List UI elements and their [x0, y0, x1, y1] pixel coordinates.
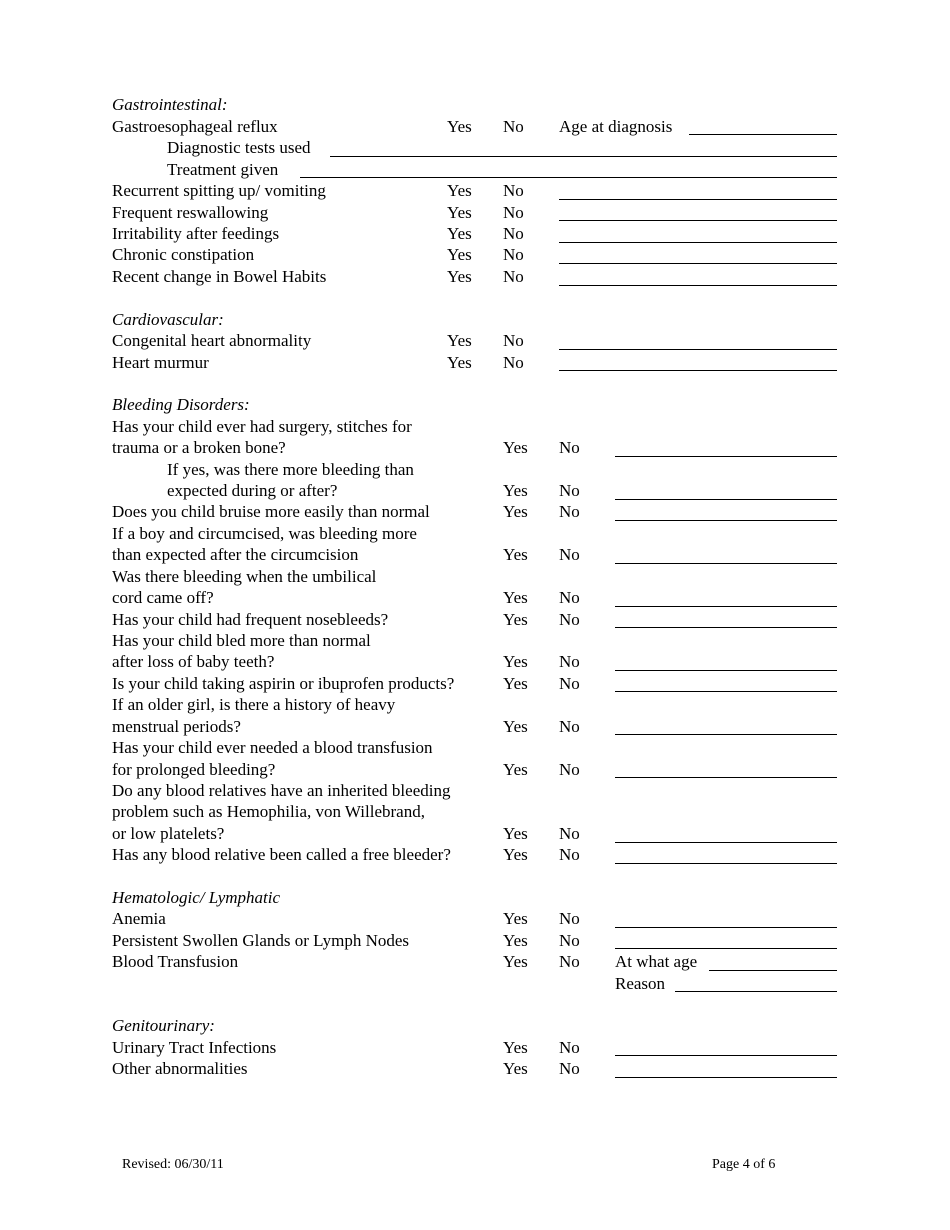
- gi-item-input-line[interactable]: [559, 199, 837, 200]
- gi-item-input-line[interactable]: [559, 242, 837, 243]
- hem-item-no-option[interactable]: No: [559, 931, 580, 950]
- bleeding-question-text: Was there bleeding when the umbilical: [112, 567, 377, 586]
- gi-item-yes-option[interactable]: Yes: [447, 267, 472, 286]
- bleeding-no-option[interactable]: No: [559, 610, 580, 629]
- gu-item-input-line[interactable]: [615, 1055, 837, 1056]
- hem-item-label: Persistent Swollen Glands or Lymph Nodes: [112, 931, 410, 950]
- bleeding-question-text: If an older girl, is there a history of heavy: [112, 695, 396, 714]
- gerd-yes-option[interactable]: Yes: [447, 117, 472, 136]
- bleeding-question-text: Does you child bruise more easily than normal: [112, 502, 430, 521]
- gu-item-label: Other abnormalities: [112, 1059, 248, 1078]
- bleeding-yes-option[interactable]: Yes: [503, 588, 528, 607]
- gi-item-no-option[interactable]: No: [503, 203, 524, 222]
- bleeding-question-text: after loss of baby teeth?: [112, 652, 275, 671]
- bleeding-question-text: Has your child ever had surgery, stitches for: [112, 417, 412, 436]
- gi-item-label: Irritability after feedings: [112, 224, 280, 243]
- section-heading-bleeding: Bleeding Disorders:: [112, 395, 250, 414]
- bleeding-input-line[interactable]: [615, 842, 837, 843]
- bleeding-question-text: or low platelets?: [112, 824, 225, 843]
- gi-item-input-line[interactable]: [559, 220, 837, 221]
- gi-item-label: Frequent reswallowing: [112, 203, 269, 222]
- gu-item-input-line[interactable]: [615, 1077, 837, 1078]
- hem-item-yes-option[interactable]: Yes: [503, 909, 528, 928]
- section-heading-gastrointestinal: Gastrointestinal:: [112, 95, 228, 114]
- bleeding-question-text: expected during or after?: [167, 481, 338, 500]
- bleeding-input-line[interactable]: [615, 670, 837, 671]
- cv-item-yes-option[interactable]: Yes: [447, 331, 472, 350]
- cv-item-yes-option[interactable]: Yes: [447, 353, 472, 372]
- gi-item-no-option[interactable]: No: [503, 267, 524, 286]
- gi-item-input-line[interactable]: [559, 285, 837, 286]
- bleeding-yes-option[interactable]: Yes: [503, 674, 528, 693]
- transfusion-age-input-line[interactable]: [709, 970, 837, 971]
- bleeding-input-line[interactable]: [615, 627, 837, 628]
- cv-item-input-line[interactable]: [559, 370, 837, 371]
- gi-item-no-option[interactable]: No: [503, 181, 524, 200]
- section-heading-genitourinary: Genitourinary:: [112, 1016, 215, 1035]
- transfusion-reason-label: Reason: [615, 974, 666, 993]
- bleeding-no-option[interactable]: No: [559, 545, 580, 564]
- gi-item-yes-option[interactable]: Yes: [447, 181, 472, 200]
- bleeding-question-text: for prolonged bleeding?: [112, 760, 276, 779]
- bleeding-no-option[interactable]: No: [559, 481, 580, 500]
- gi-item-yes-option[interactable]: Yes: [447, 224, 472, 243]
- cv-item-label: Heart murmur: [112, 353, 209, 372]
- bleeding-yes-option[interactable]: Yes: [503, 438, 528, 457]
- hem-item-no-option[interactable]: No: [559, 909, 580, 928]
- bleeding-question-text: Has your child had frequent nosebleeds?: [112, 610, 389, 629]
- gu-item-label: Urinary Tract Infections: [112, 1038, 277, 1057]
- bleeding-no-option[interactable]: No: [559, 845, 580, 864]
- gi-item-label: Chronic constipation: [112, 245, 255, 264]
- bleeding-yes-option[interactable]: Yes: [503, 824, 528, 843]
- bleeding-yes-option[interactable]: Yes: [503, 481, 528, 500]
- gu-item-yes-option[interactable]: Yes: [503, 1059, 528, 1078]
- bleeding-input-line[interactable]: [615, 499, 837, 500]
- treatment-label: Treatment given: [167, 160, 279, 179]
- bleeding-question-text: If a boy and circumcised, was bleeding more: [112, 524, 417, 543]
- bleeding-no-option[interactable]: No: [559, 717, 580, 736]
- diagnostic-tests-label: Diagnostic tests used: [167, 138, 311, 157]
- gerd-age-input-line[interactable]: [689, 134, 837, 135]
- bleeding-input-line[interactable]: [615, 606, 837, 607]
- gu-item-yes-option[interactable]: Yes: [503, 1038, 528, 1057]
- gi-item-yes-option[interactable]: Yes: [447, 245, 472, 264]
- bleeding-no-option[interactable]: No: [559, 674, 580, 693]
- hem-item-label: Blood Transfusion: [112, 952, 239, 971]
- section-heading-cardiovascular: Cardiovascular:: [112, 310, 224, 329]
- bleeding-input-line[interactable]: [615, 520, 837, 521]
- bleeding-input-line[interactable]: [615, 691, 837, 692]
- bleeding-no-option[interactable]: No: [559, 760, 580, 779]
- bleeding-question-text: Has any blood relative been called a free bleeder?: [112, 845, 451, 864]
- bleeding-yes-option[interactable]: Yes: [503, 717, 528, 736]
- cv-item-no-option[interactable]: No: [503, 353, 524, 372]
- hem-item-no-option[interactable]: No: [559, 952, 580, 971]
- gu-item-no-option[interactable]: No: [559, 1059, 580, 1078]
- transfusion-age-label: At what age: [615, 952, 698, 971]
- bleeding-question-text: Has your child ever needed a blood transfusion: [112, 738, 433, 757]
- bleeding-yes-option[interactable]: Yes: [503, 845, 528, 864]
- gi-item-no-option[interactable]: No: [503, 245, 524, 264]
- bleeding-input-line[interactable]: [615, 734, 837, 735]
- bleeding-yes-option[interactable]: Yes: [503, 610, 528, 629]
- bleeding-no-option[interactable]: No: [559, 588, 580, 607]
- bleeding-no-option[interactable]: No: [559, 438, 580, 457]
- transfusion-reason-input-line[interactable]: [675, 991, 837, 992]
- section-heading-hematologic: Hematologic/ Lymphatic: [112, 888, 281, 907]
- gerd-label: Gastroesophageal reflux: [112, 117, 278, 136]
- footer-page-number: Page 4 of 6: [712, 1157, 776, 1172]
- bleeding-input-line[interactable]: [615, 563, 837, 564]
- bleeding-question-text: If yes, was there more bleeding than: [167, 460, 414, 479]
- hem-item-yes-option[interactable]: Yes: [503, 952, 528, 971]
- gi-item-yes-option[interactable]: Yes: [447, 203, 472, 222]
- diagnostic-tests-input-line[interactable]: [330, 156, 837, 157]
- bleeding-yes-option[interactable]: Yes: [503, 652, 528, 671]
- bleeding-no-option[interactable]: No: [559, 652, 580, 671]
- bleeding-yes-option[interactable]: Yes: [503, 760, 528, 779]
- bleeding-question-text: than expected after the circumcision: [112, 545, 359, 564]
- cv-item-label: Congenital heart abnormality: [112, 331, 312, 350]
- bleeding-question-text: cord came off?: [112, 588, 214, 607]
- hem-item-input-line[interactable]: [615, 948, 837, 949]
- gi-item-no-option[interactable]: No: [503, 224, 524, 243]
- bleeding-input-line[interactable]: [615, 456, 837, 457]
- bleeding-question-text: problem such as Hemophilia, von Willebrand,: [112, 802, 425, 821]
- footer-revised-date: Revised: 06/30/11: [122, 1157, 224, 1172]
- bleeding-question-text: Has your child bled more than normal: [112, 631, 371, 650]
- bleeding-question-text: Is your child taking aspirin or ibuprofen products?: [112, 674, 455, 693]
- gu-item-no-option[interactable]: No: [559, 1038, 580, 1057]
- bleeding-input-line[interactable]: [615, 777, 837, 778]
- gerd-no-option[interactable]: No: [503, 117, 524, 136]
- hem-item-input-line[interactable]: [615, 927, 837, 928]
- cv-item-no-option[interactable]: No: [503, 331, 524, 350]
- gi-item-input-line[interactable]: [559, 263, 837, 264]
- bleeding-question-text: menstrual periods?: [112, 717, 241, 736]
- treatment-input-line[interactable]: [300, 177, 837, 178]
- gi-item-label: Recurrent spitting up/ vomiting: [112, 181, 326, 200]
- bleeding-yes-option[interactable]: Yes: [503, 545, 528, 564]
- bleeding-no-option[interactable]: No: [559, 502, 580, 521]
- hem-item-yes-option[interactable]: Yes: [503, 931, 528, 950]
- bleeding-input-line[interactable]: [615, 863, 837, 864]
- gerd-age-label: Age at diagnosis: [559, 117, 673, 136]
- gi-item-label: Recent change in Bowel Habits: [112, 267, 327, 286]
- bleeding-question-text: Do any blood relatives have an inherited bleeding: [112, 781, 451, 800]
- bleeding-yes-option[interactable]: Yes: [503, 502, 528, 521]
- cv-item-input-line[interactable]: [559, 349, 837, 350]
- bleeding-no-option[interactable]: No: [559, 824, 580, 843]
- hem-item-label: Anemia: [112, 909, 166, 928]
- bleeding-question-text: trauma or a broken bone?: [112, 438, 286, 457]
